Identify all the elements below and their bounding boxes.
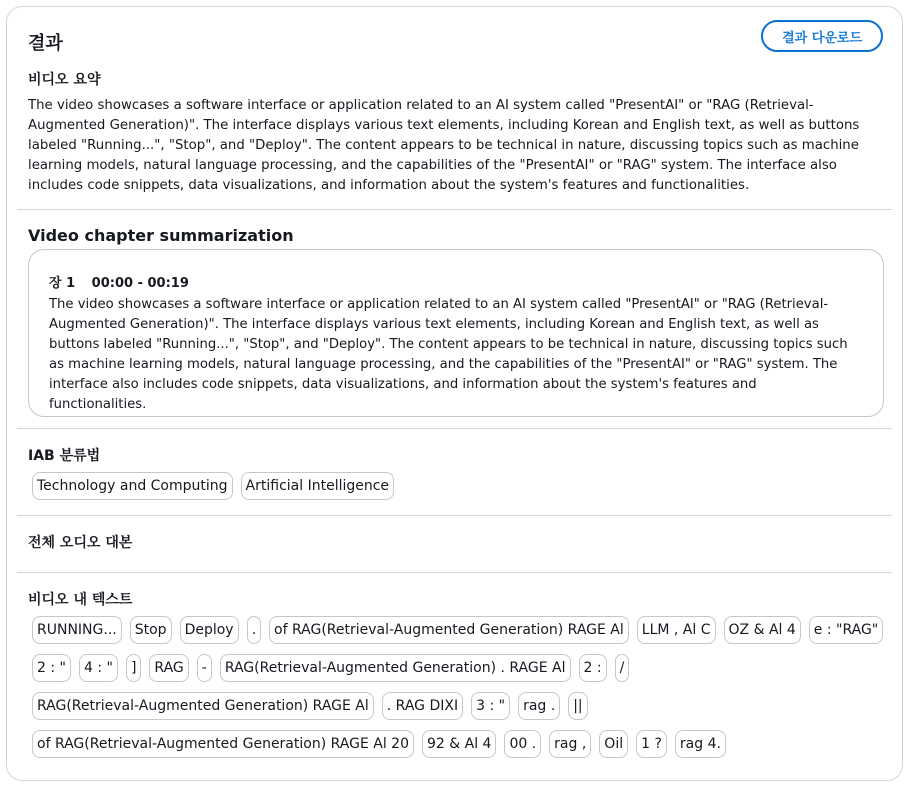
text-tag: RAG [149,654,188,682]
iab-title: IAB 분류법 [28,448,101,464]
tag-row [32,654,882,682]
tag-row [32,730,882,758]
text-tag: 00 . [504,730,541,758]
audio-transcript-title: 전체 오디오 대본 [28,535,133,551]
text-tag: LLM , Al C [637,616,716,644]
tag-row [32,616,882,644]
text-tag: 3 : " [471,692,510,720]
iab-tags [32,472,882,500]
text-tag: of RAG(Retrieval-Augmented Generation) RAGE Al 20 [32,730,414,758]
video-summary-text: The video showcases a software interface or application related to an AI system called "PresentAI" or "RAG (Retrieval-Augmented Generation)". The interface displays various text elements, including Korean and English text, as well as buttons labeled "Running...", "Stop", and "Deploy". The content appears to be technical in nature, discussing topics such as machine learning models, natural language processing, and the capabilities of the "PresentAI" or "RAG" system. The interface also includes code snippets, data visualizations, and information about the system's features and functionalities. [28,98,860,193]
text-tag: . [247,616,261,644]
divider [17,515,892,516]
text-tag: RUNNING... [32,616,122,644]
text-tag: 92 & Al 4 [422,730,496,758]
chapter-card [28,249,884,417]
page-title: 결과 [28,33,63,53]
text-tag: . RAG DIXI [382,692,463,720]
text-tag: 4 : " [79,654,118,682]
divider [17,572,892,573]
text-tag: RAG(Retrieval-Augmented Generation) RAGE Al [32,692,374,720]
text-tag: rag 4. [675,730,726,758]
chapter-text: The video showcases a software interface or application related to an AI system called "PresentAI" or "RAG (Retrieval-Augmented Generation)". The interface displays various text elements, including Korean and English text, as well as buttons labeled "Running...", "Stop", and "Deploy". The content appears to be technical in nature, discussing topics such as machine learning models, natural language processing, and the capabilities of the "PresentAI" or "RAG" system. The interface also includes code snippets, data visualizations, and information about the system's features and functionalities. [49,297,848,412]
text-tag: 2 : " [32,654,71,682]
text-tag: rag . [518,692,560,720]
text-tag: Stop [130,616,172,644]
video-text-tags [32,616,882,758]
tag-row [32,692,882,720]
text-tag: of RAG(Retrieval-Augmented Generation) RAGE Al [269,616,629,644]
text-tag: 1 ? [636,730,667,758]
text-tag: - [197,654,212,682]
text-tag: e : "RAG" [809,616,883,644]
video-text-title: 비디오 내 텍스트 [28,592,133,608]
divider [17,428,892,429]
download-results-button[interactable]: 결과 다운로드 [761,20,883,52]
iab-tag: Artificial Intelligence [241,472,395,500]
text-tag: OZ & Al 4 [724,616,801,644]
chapter-summary-title: Video chapter summarization [28,226,294,245]
results-card [6,6,903,781]
video-summary-title: 비디오 요약 [28,72,101,88]
chapter-header [49,272,201,291]
text-tag: RAG(Retrieval-Augmented Generation) . RAGE Al [220,654,571,682]
iab-tag: Technology and Computing [32,472,233,500]
divider [17,209,892,210]
text-tag: 2 : [579,654,607,682]
text-tag: Deploy [180,616,239,644]
chapter-time: 00:00 - 00:19 [91,276,189,291]
chapter-label: 장 1 [49,276,76,291]
text-tag: ] [126,654,141,682]
text-tag: Oil [599,730,628,758]
text-tag: / [615,654,630,682]
text-tag: rag , [549,730,591,758]
text-tag: || [568,692,587,720]
